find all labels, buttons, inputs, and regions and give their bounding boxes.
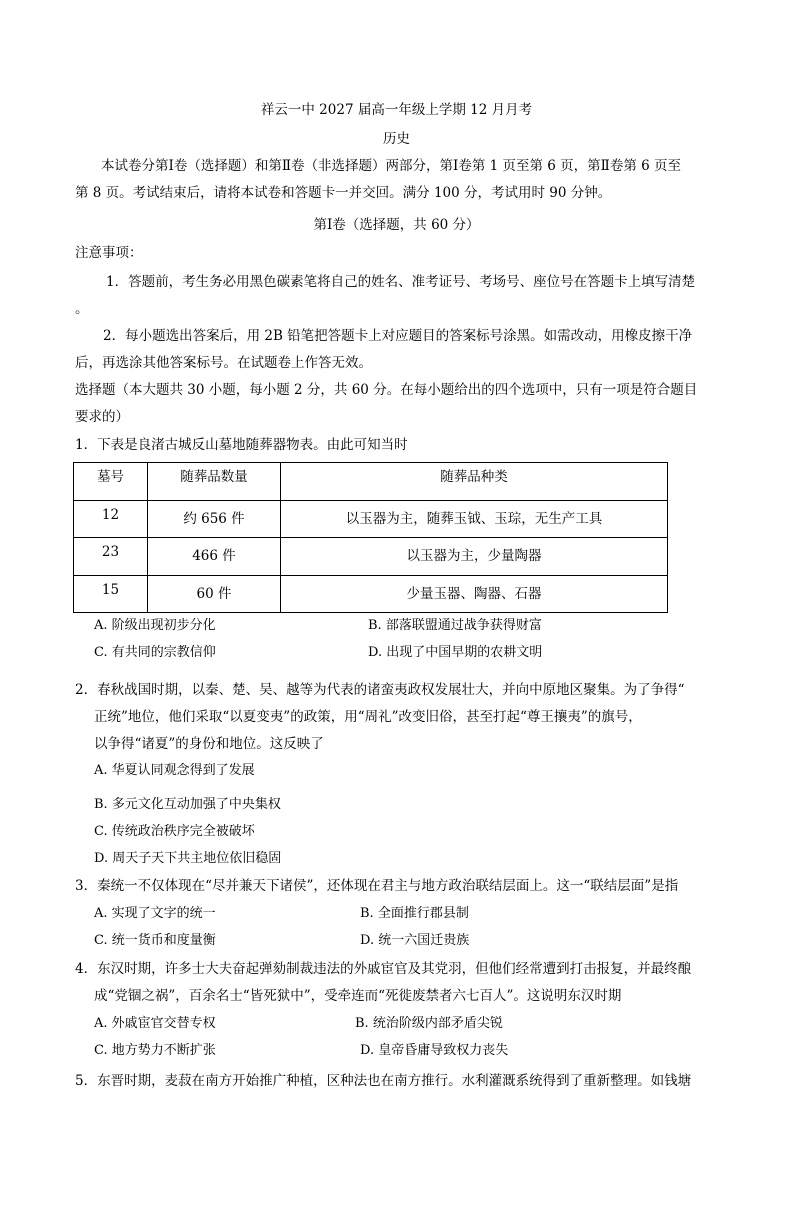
- question-4-line-1: 4．东汉时期，许多士大夫奋起弹劾制裁违法的外戚宦官及其党羽，但他们经常遭到打击报复，并最终酿: [75, 961, 692, 977]
- q2-option-c: C. 传统政治秩序完全被破坏: [94, 824, 255, 839]
- intro-line-2: 第 8 页。考试结束后，请将本试卷和答题卡一并交回。满分 100 分，考试用时 90 分钟。: [75, 185, 612, 201]
- notice-heading: 注意事项：: [75, 245, 143, 261]
- table-cell: 以玉器为主，少量陶器: [281, 538, 668, 576]
- table-cell: 60 件: [148, 575, 281, 613]
- table-cell: 12: [74, 500, 148, 538]
- notice-item-1-line-1: 1．答题前，考生务必用黑色碳素笔将自己的姓名、准考证号、考场号、座位号在答题卡上填写清楚: [106, 274, 696, 290]
- question-2-line-3: 以争得“诸夏”的身份和地位。这反映了: [94, 736, 324, 752]
- q4-option-a: A. 外戚宦官交替专权: [94, 1016, 216, 1031]
- choice-instructions-line-2: 要求的）: [75, 409, 129, 425]
- q4-option-b: B. 统治阶级内部矛盾尖锐: [355, 1016, 503, 1031]
- question-2-line-1: 2．春秋战国时期，以秦、楚、吴、越等为代表的诸蛮夷政权发展壮大，并向中原地区聚集。为了争得“: [75, 682, 685, 698]
- table-header: 随葬品数量: [148, 463, 281, 501]
- table-cell: 15: [74, 575, 148, 613]
- burial-goods-table: [73, 462, 668, 613]
- notice-item-2-line-1: 2．每小题选出答案后，用 2B 铅笔把答题卡上对应题目的答案标号涂黑。如需改动，用橡皮擦干净: [103, 328, 693, 344]
- q3-option-a: A. 实现了文字的统一: [94, 906, 216, 921]
- table-row: [74, 538, 668, 576]
- question-4-line-2: 成“党锢之祸”，百余名士“皆死狱中”，受牵连而“死徙废禁者六七百人”。这说明东汉时期: [94, 988, 622, 1004]
- question-5-line-1: 5．东晋时期，麦菽在南方开始推广种植，区种法也在南方推行。水利灌溉系统得到了重新整理。如钱塘: [75, 1073, 692, 1089]
- q4-option-d: D. 皇帝昏庸导致权力丧失: [360, 1043, 509, 1058]
- q1-option-d: D. 出现了中国早期的农耕文明: [368, 645, 543, 660]
- q3-option-b: B. 全面推行郡县制: [360, 906, 469, 921]
- q2-option-a: A. 华夏认同观念得到了发展: [94, 763, 255, 778]
- intro-line-1: 本试卷分第Ⅰ卷（选择题）和第Ⅱ卷（非选择题）两部分，第Ⅰ卷第 1 页至第 6 页，第Ⅱ卷第 6 页至: [101, 158, 682, 174]
- choice-instructions-line-1: 选择题（本大题共 30 小题，每小题 2 分，共 60 分。在每小题给出的四个选项中，只有一项是符合题目: [75, 382, 698, 398]
- question-2-line-2: 正统”地位，他们采取“以夏变夷”的政策，用“周礼”改变旧俗，甚至打起“尊王攘夷”的旗号，: [94, 709, 642, 725]
- table-header: 随葬品种类: [281, 463, 668, 501]
- table-header-row: [74, 463, 668, 501]
- section-heading: 第Ⅰ卷（选择题，共 60 分）: [313, 217, 480, 233]
- subject-title: 历史: [383, 131, 410, 147]
- q4-option-c: C. 地方势力不断扩张: [94, 1043, 216, 1058]
- notice-item-2-line-2: 后，再选涂其他答案标号。在试题卷上作答无效。: [75, 355, 372, 371]
- table-cell: 约 656 件: [148, 500, 281, 538]
- q3-option-c: C. 统一货币和度量衡: [94, 933, 216, 948]
- q1-option-b: B. 部落联盟通过战争获得财富: [368, 618, 542, 633]
- q3-option-d: D. 统一六国迁贵族: [360, 933, 470, 948]
- table-header: 墓号: [74, 463, 148, 501]
- q1-option-a: A. 阶级出现初步分化: [94, 618, 216, 633]
- table-cell: 少量玉器、陶器、石器: [281, 575, 668, 613]
- q2-option-d: D. 周天子天下共主地位依旧稳固: [94, 851, 282, 866]
- q1-option-c: C. 有共同的宗教信仰: [94, 645, 216, 660]
- table-row: [74, 575, 668, 613]
- table-cell: 以玉器为主，随葬玉钺、玉琮，无生产工具: [281, 500, 668, 538]
- question-3-line-1: 3．秦统一不仅体现在“尽并兼天下诸侯”，还体现在君主与地方政治联结层面上。这一“联结层面”是指: [75, 878, 679, 894]
- table-cell: 466 件: [148, 538, 281, 576]
- table-cell: 23: [74, 538, 148, 576]
- question-1-stem: 1．下表是良渚古城反山墓地随葬器物表。由此可知当时: [75, 437, 408, 453]
- q2-option-b: B. 多元文化互动加强了中央集权: [94, 797, 281, 812]
- notice-item-1-line-2: 。: [75, 301, 89, 317]
- exam-title: 祥云一中 2027 届高一年级上学期 12 月月考: [260, 102, 533, 118]
- table-row: [74, 500, 668, 538]
